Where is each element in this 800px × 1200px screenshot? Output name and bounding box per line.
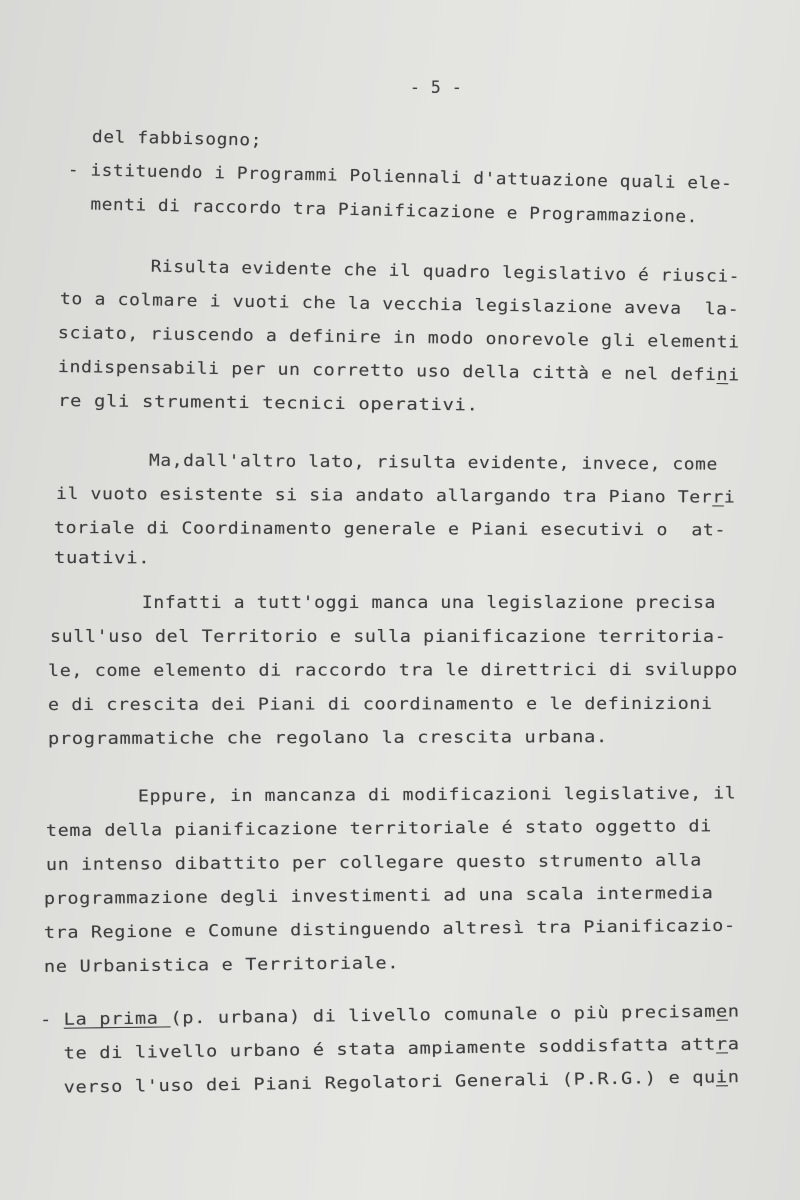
text-line: Risulta evidente che il quadro legislativo é riusci- bbox=[59, 255, 741, 286]
text-line: Infatti a tutt'oggi manca una legislazione precisa bbox=[50, 593, 717, 612]
text-line: tema della pianificazione territoriale é stato oggetto di bbox=[45, 816, 712, 840]
text-line: il vuoto esistente si sia andato allargando tra Piano Terri bbox=[55, 484, 736, 507]
text-line: ne Urbanistica e Territoriale. bbox=[43, 953, 400, 976]
text-line: programmatiche che regolano la crescita urbana. bbox=[47, 727, 608, 748]
text-line: te di livello urbano é stata ampiamente soddisfatta attra bbox=[39, 1034, 740, 1063]
text-line: Ma,dall'altro lato, risulta evidente, invece, come bbox=[57, 450, 719, 474]
text-line: un intenso dibattito per collegare questo strumento alla bbox=[45, 850, 703, 874]
text-line: - istituendo i Programmi Poliennali d'attuazione quali ele- bbox=[67, 160, 733, 193]
text-line: verso l'uso dei Piani Regolatori Generali (P.R.G.) e quin bbox=[39, 1067, 740, 1097]
text-line: re gli strumenti tecnici operativi. bbox=[57, 391, 479, 415]
text-line: tuativi. bbox=[53, 548, 151, 568]
text-line: indispensabili per un corretto uso della città e nel defini bbox=[57, 357, 740, 385]
text-line: e di crescita dei Piani di coordinamento e le definizioni bbox=[47, 693, 713, 714]
text-line: sull'uso del Territorio e sulla pianificazione territoria- bbox=[50, 627, 727, 646]
text-line: del fabbisogno; bbox=[91, 127, 263, 150]
text-line: - La prima (p. urbana) di livello comunale o più precisamen bbox=[39, 1001, 740, 1029]
text-line: menti di raccordo tra Pianificazione e Programmazione. bbox=[67, 194, 699, 227]
text-line: Eppure, in mancanza di modificazioni legislative, il bbox=[45, 783, 737, 806]
text-line: programmazione degli investimenti ad una scala intermedia bbox=[43, 883, 714, 908]
text-line: sciato, riuscendo a definire in modo onorevole gli elementi bbox=[57, 323, 740, 352]
text-line: to a colmare i vuoti che la vecchia legislazione aveva la- bbox=[59, 289, 740, 319]
text-line: toriale di Coordinamento generale e Piani esecutivi o at- bbox=[53, 518, 727, 540]
text-line: tra Regione e Comune distinguendo altresì tra Pianificazio- bbox=[43, 915, 736, 942]
page-number: - 5 - bbox=[410, 78, 463, 97]
text-line: le, come elemento di raccordo tra le direttrici di sviluppo bbox=[47, 659, 738, 680]
